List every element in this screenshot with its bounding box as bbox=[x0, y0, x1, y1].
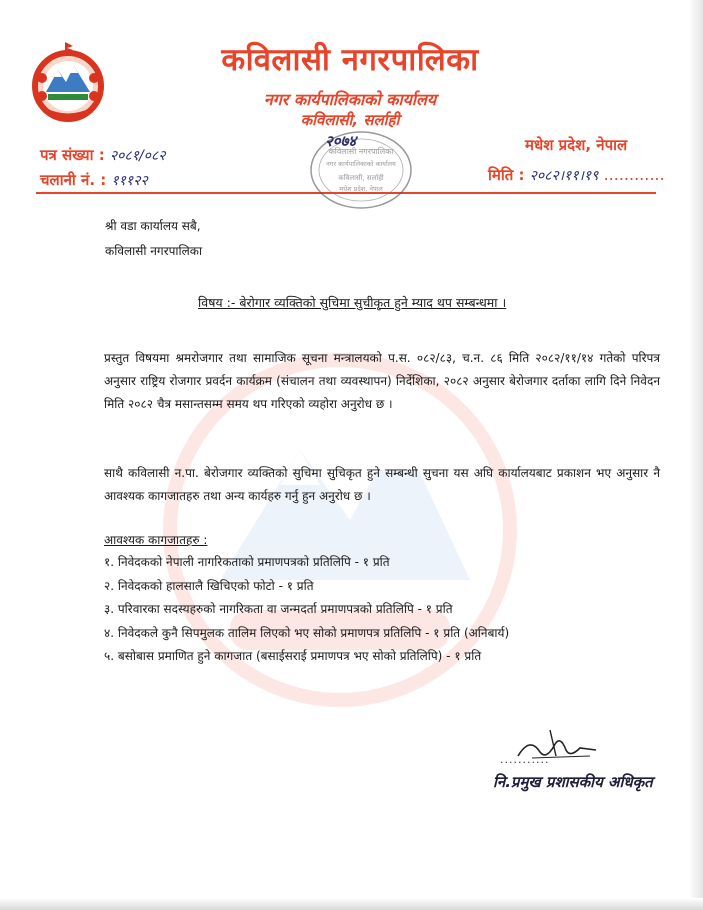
reference-number bbox=[40, 145, 166, 165]
documents-list bbox=[104, 551, 509, 669]
body-paragraph: साथै कविलासी न.पा. बेरोजगार व्यक्तिको सुचिमा सुचिकृत हुने सम्बन्धी सुचना यस अघि कार्यालयबाट प्रकाशन भए अनुसार नै आवश्यक कागजातहरु तथा अन्य कार्यहरु गर्नु हुन अनुरोध छ । bbox=[104, 466, 660, 503]
stamp-text: नगर कार्यपालिकाको कार्यालय bbox=[326, 160, 396, 168]
province-label: मधेश प्रदेश, नेपाल bbox=[525, 136, 628, 154]
reference-value: २०८१/०८२ bbox=[109, 148, 166, 164]
established-year: २०७४ bbox=[325, 132, 357, 150]
list-item: १. निवेदकको नेपाली नागरिकताको प्रमाणपत्रको प्रतिलिपि - १ प्रति bbox=[104, 555, 390, 569]
date-dots: ............ bbox=[603, 165, 665, 184]
dispatch-number bbox=[40, 170, 148, 190]
paper-edge bbox=[0, 898, 703, 910]
office-name: नगर कार्यपालिकाको कार्यालय bbox=[263, 90, 437, 109]
date-label: मिति : bbox=[488, 166, 525, 184]
letter-subject: विषय :- बेरोगार व्यक्तिको सुचिमा सुचीकृत हुने म्याद थप सम्बन्धमा । bbox=[198, 295, 507, 310]
dispatch-value: १११२२ bbox=[111, 173, 148, 189]
signatory-title: नि.प्रमुख प्रशासकीय अधिकृत bbox=[493, 773, 653, 791]
paper-edge bbox=[689, 0, 703, 910]
org-name: कविलासी नगरपालिका bbox=[221, 42, 479, 78]
stamp-text: कविलासी, सर्लाही bbox=[338, 174, 384, 182]
list-item: ५. बसोबास प्रमाणित हुने कागजात (बसाईसराई प्रमाणपत्र भए सोको प्रतिलिपि) - १ प्रति bbox=[104, 649, 482, 663]
addressee-line: कविलासी नगरपालिका bbox=[105, 244, 203, 258]
addressee-block bbox=[105, 214, 202, 264]
stamp-text: कविलासी नगरपालिका bbox=[328, 147, 394, 156]
date-line bbox=[488, 165, 665, 185]
list-item: २. निवेदकको हालसालै खिचिएको फोटो - १ प्रति bbox=[104, 578, 314, 593]
office-stamp-icon bbox=[306, 128, 416, 212]
national-emblem-icon bbox=[32, 40, 104, 132]
addressee-line: श्री वडा कार्यालय सबै, bbox=[105, 219, 201, 233]
reference-label: पत्र संख्या : bbox=[40, 146, 105, 164]
office-address: कविलासी, सर्लाही bbox=[300, 111, 400, 129]
list-item: ३. परिवारका सदस्यहरुको नागरिकता वा जन्मदर्ता प्रमाणपत्रको प्रतिलिपि - १ प्रति bbox=[104, 602, 453, 616]
documents-heading: आवश्यक कागजातहरु : bbox=[104, 533, 208, 547]
date-value: २०८२।११।१९ bbox=[529, 168, 599, 184]
dispatch-label: चलानी नं. : bbox=[40, 171, 107, 189]
signature-line: ........... bbox=[500, 753, 550, 766]
stamp-text: मधेश प्रदेश, नेपाल bbox=[339, 185, 383, 193]
list-item: ४. निवेदकले कुनै सिपमुलक तालिम लिएको भए सोको प्रमाणपत्र प्रतिलिपि - १ प्रति (अनिबार्य) bbox=[104, 625, 510, 640]
body-paragraph: प्रस्तुत विषयमा श्रमरोजगार तथा सामाजिक सूचना मन्त्रालयको प.स. ०८२/८३, च.न. ८६ मिति २०८२/११/१४ गतेको परिपत्र अनुसार राष्ट्रिय रोजगार प्रवर्दन कार्यक्रम (संचालन तथा व्यवस्थापन) निर्देशिका, २०८२ अनुसार बेरोजगार दर्ताका लागि दिने निवेदन मिति २०८२ चैत्र मसान्तसम्म समय थप गरिएको व्यहोरा अनुरोध छ । bbox=[104, 351, 660, 411]
